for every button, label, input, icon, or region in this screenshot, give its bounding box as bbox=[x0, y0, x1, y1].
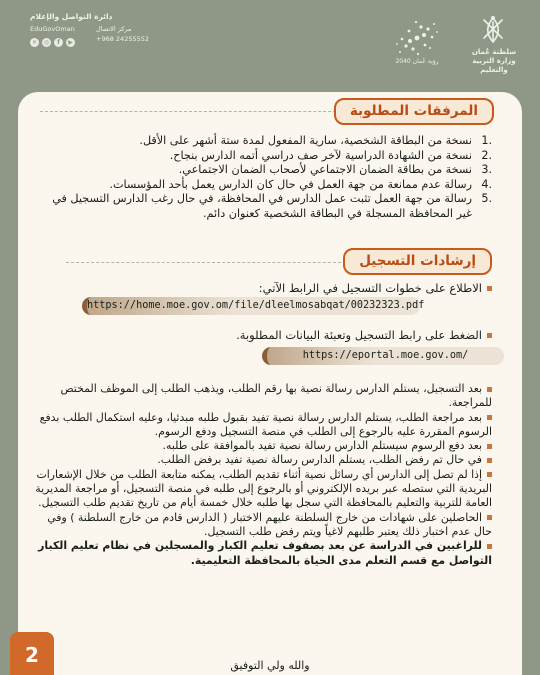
note-item bbox=[30, 511, 492, 540]
bullet-icon bbox=[487, 472, 492, 477]
social-handle: EduGovOman bbox=[30, 25, 75, 33]
bullet-icon bbox=[487, 333, 492, 338]
list-item bbox=[38, 178, 492, 193]
ministry-logo bbox=[458, 14, 530, 74]
note-text: بعد دفع الرسوم سيستلم الدارس رسالة نصية تفيد بالموافقة على طلبه. bbox=[162, 439, 482, 453]
item-text: نسخة من الشهادة الدراسية لآخر صف دراسي أتمه الدارس بنجاح. bbox=[169, 148, 472, 162]
bullet-icon bbox=[487, 515, 492, 520]
registration-notes bbox=[30, 382, 492, 568]
note-item bbox=[30, 411, 492, 440]
note-text: في حال تم رفض الطلب، يستلم الدارس رسالة نصية تفيد برفض الطلب. bbox=[157, 453, 482, 467]
registration-heading: إرشادات التسجيل bbox=[343, 248, 492, 275]
item-text: رسالة عدم ممانعة من جهة العمل في حال كان الدارس يعمل بأحد المؤسسات. bbox=[109, 177, 472, 191]
item-text: نسخة من بطاقة الضمان الاجتماعي لأصحاب الضمان الاجتماعي. bbox=[178, 163, 472, 176]
social-icons bbox=[30, 38, 90, 47]
list-item bbox=[38, 134, 492, 149]
department-name: دائرة التواصل والإعلام bbox=[30, 12, 113, 21]
phone-number: +968 24255552 bbox=[96, 35, 150, 43]
guide-link[interactable]: https://home.moe.gov.om/file/dleelmosabqat/00232323.pdf bbox=[82, 297, 420, 315]
youtube-icon[interactable]: ▶ bbox=[66, 38, 75, 47]
bullet-icon bbox=[487, 544, 492, 549]
section-divider bbox=[40, 111, 346, 112]
bullet-icon bbox=[487, 444, 492, 449]
call-center-label: مركز الاتصال bbox=[96, 25, 132, 33]
note-item bbox=[30, 382, 492, 411]
list-item bbox=[38, 192, 492, 221]
note-text: بعد مراجعة الطلب، يستلم الدارس رسالة نصية تفيد بقبول طلبه مبدئيا، وعليه استكمال الطلب بدفع الرسوم المقررة عليه بالرجوع إلى الطلب في منصة التسجيل ودفع الرسوم. bbox=[39, 410, 492, 438]
country-name: سلطنة عُمان bbox=[471, 48, 517, 56]
section-divider bbox=[66, 262, 356, 263]
page-header bbox=[0, 0, 540, 82]
bullet-icon bbox=[487, 387, 492, 392]
note-item bbox=[30, 453, 492, 467]
ministry-title: وزارة التربية والتعليم bbox=[472, 57, 516, 74]
bullet-icon bbox=[487, 286, 492, 291]
vision-label: رؤية عُمان 2040 bbox=[395, 58, 439, 65]
content-card bbox=[18, 92, 522, 675]
attachments-heading: المرفقات المطلوبة bbox=[334, 98, 494, 125]
closing-text: والله ولي التوفيق bbox=[230, 659, 310, 672]
page-number: 2 bbox=[10, 632, 54, 675]
item-text: رسالة من جهة العمل تثبت عمل الدارس في المحافظة، في حال رغب الدارس التسجيل في غير المحافظة المسجلة في البطاقة الشخصية كعنوان دائم. bbox=[52, 192, 472, 220]
note-text: للراغبين في الدراسة عن بعد بصفوف تعليم الكبار والمسجلين في نظام تعليم الكبار التواصل مع قسم التعلم مدى الحياة بالمحافظة التعليمية. bbox=[38, 539, 492, 567]
item-number: .1 bbox=[481, 134, 492, 147]
ministry-name bbox=[458, 48, 530, 75]
bullet-icon bbox=[487, 458, 492, 463]
instagram-icon[interactable]: ◎ bbox=[43, 39, 50, 46]
note-text: إذا لم تصل إلى الدارس أي رسائل نصية أثناء تقديم الطلب، يمكنه متابعة الطلب من خلال الإشعارات البريدية التي ستصله عبر بريده الإلكتروني أو بالرجوع إلى طلبه في منصة التسجيل، أو مراجعة المديرية العامة للتربية والتعليم بالمحافظة التي سجل بها طلبه خلال خمسة أيام من تاريخ تقديم طلب التسجيل. bbox=[35, 467, 492, 510]
step-register bbox=[32, 328, 492, 343]
item-number: .3 bbox=[481, 163, 492, 176]
note-text: بعد التسجيل، يستلم الدارس رسالة نصية بها رقم الطلب، ويذهب الطلب إلى الموظف المختص للمراجعة. bbox=[60, 382, 492, 410]
vision-dots-icon bbox=[394, 18, 440, 58]
step-text: الاطلاع على خطوات التسجيل في الرابط الآتي: bbox=[258, 281, 482, 295]
note-item bbox=[30, 468, 492, 511]
portal-link[interactable]: https://eportal.moe.gov.om/ bbox=[262, 347, 504, 365]
item-text: نسخة من البطاقة الشخصية، سارية المفعول لمدة ستة أشهر على الأقل. bbox=[139, 134, 472, 147]
step-view-guide bbox=[32, 281, 492, 296]
item-number: .5 bbox=[481, 192, 492, 205]
item-number: .4 bbox=[481, 177, 492, 191]
attachments-list bbox=[38, 134, 492, 221]
x-icon[interactable]: ✕ bbox=[31, 39, 38, 46]
step-text: الضغط على رابط التسجيل وتعبئة البيانات المطلوبة. bbox=[236, 328, 482, 342]
list-item bbox=[38, 163, 492, 178]
facebook-icon[interactable]: f bbox=[54, 38, 63, 47]
vision-2040-logo bbox=[382, 18, 452, 66]
note-item bbox=[30, 439, 492, 453]
note-item-remote bbox=[30, 539, 492, 568]
bullet-icon bbox=[487, 415, 492, 420]
list-item bbox=[38, 149, 492, 164]
oman-emblem-icon bbox=[478, 14, 508, 46]
item-number: .2 bbox=[481, 148, 492, 162]
note-text: الحاصلين على شهادات من خارج السلطنة عليهم الاختبار ( الدارس قادم من خارج السلطنة ) وفي حال عدم اختبار ذلك يعتبر طلبهم لاغياً ويتم رفض طلب التسجيل. bbox=[47, 510, 492, 538]
contact-block bbox=[30, 12, 149, 47]
